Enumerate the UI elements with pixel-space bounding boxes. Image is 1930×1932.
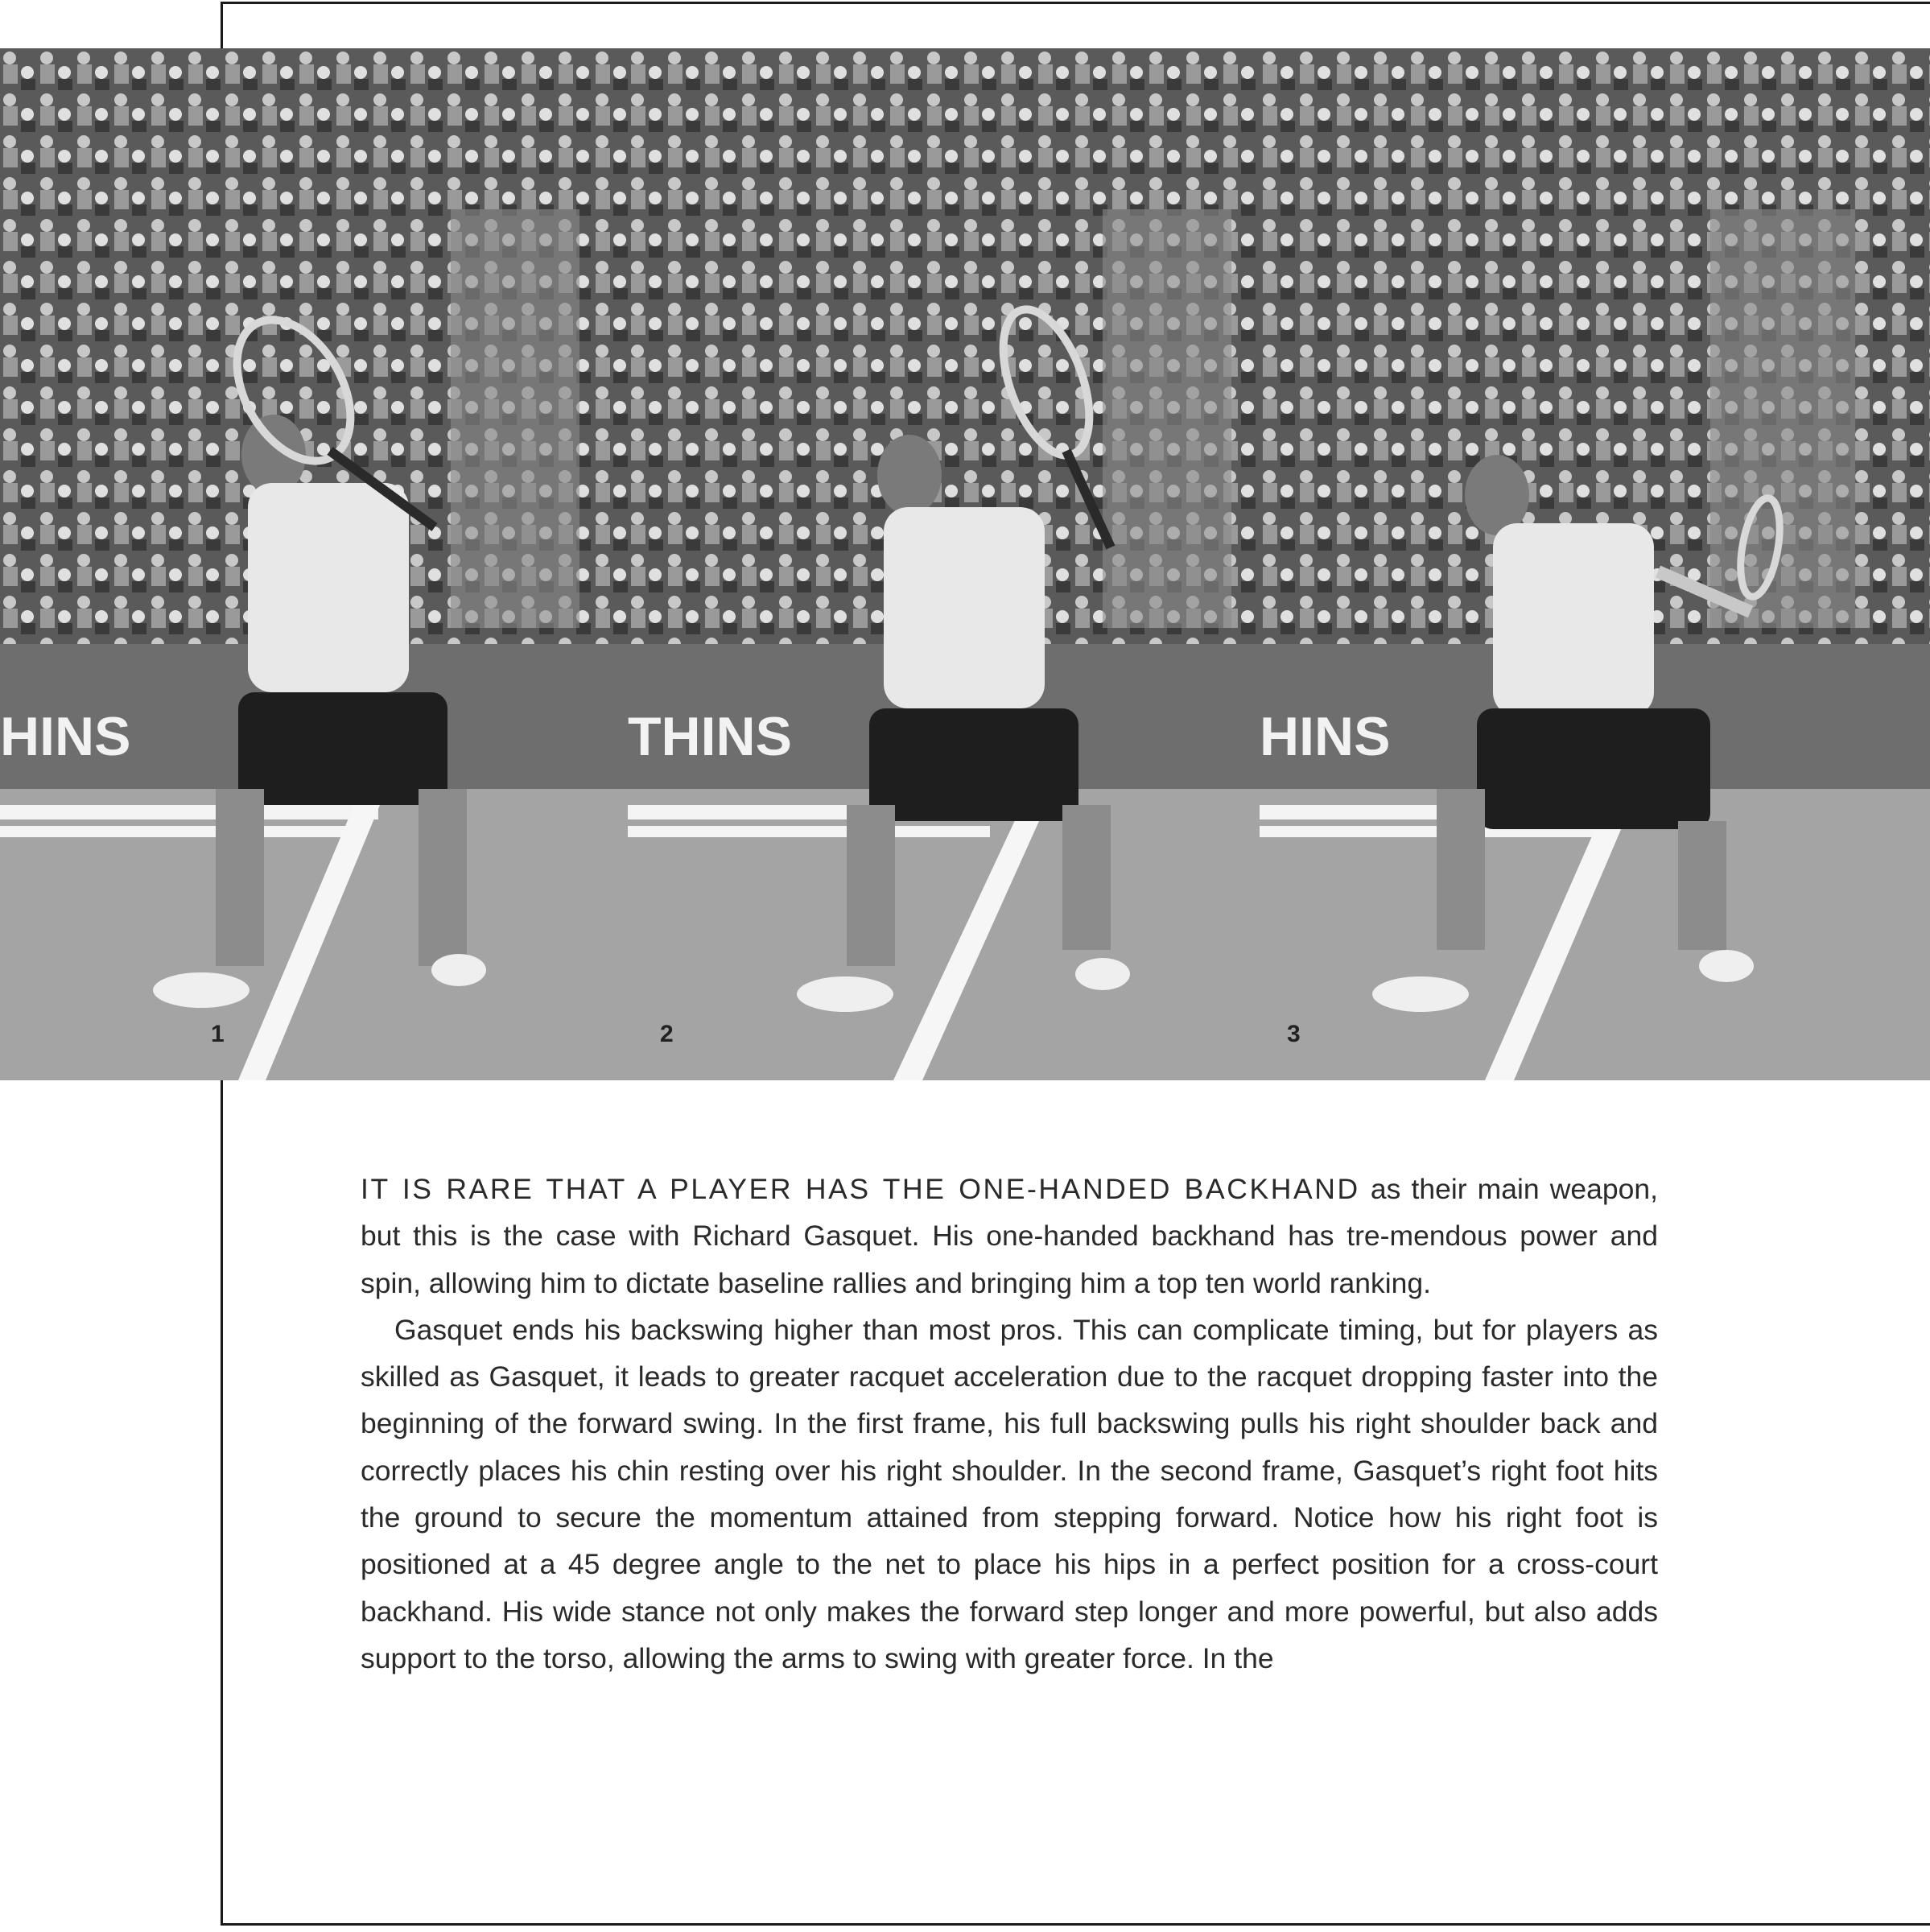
photo-frame-1 [0,48,628,1080]
banner-text: HINS [1260,706,1391,767]
article-body [361,1166,1658,1682]
banner-text: THINS [628,706,792,767]
frame-number-2: 2 [660,1021,674,1047]
photo-sequence [0,48,1930,1080]
frame-number-1: 1 [211,1021,225,1047]
frame-number-3: 3 [1287,1021,1301,1047]
photo-frame-2 [628,48,1260,1080]
paragraph-2: Gasquet ends his backswing higher than most pros. This can complicate timing, but for players as skilled as Gasquet, it leads to greater racquet acceleration due to the racquet dropping faster into the beginning of the forward swing. In the first frame, his full backswing pulls his right shoulder back and correctly places his chin resting over his right shoulder. In the second frame, Gasquet’s right foot hits the ground to secure the momentum attained from stepping forward. Notice how his right foot is positioned at a 45 degree angle to the net to place his hips in a perfect position for a cross-court backhand. His wide stance not only makes the forward step longer and more powerful, but also adds support to the torso, allowing the arms to swing with greater force. In the [361,1313,1658,1674]
paragraph-1 [361,1166,1658,1307]
banner-text: HINS [0,706,131,767]
photo-frame-3 [1260,48,1930,1080]
lead-in-caps: IT IS RARE THAT A PLAYER HAS THE ONE-HANDED BACKHAND [361,1173,1360,1205]
paragraph-1-text: as their main weapon, but this is the case with Richard Gasquet. His one-handed backhand has tre-mendous power and spin, allowing him to dictate baseline rallies and bringing him a top ten world ranking. [361,1173,1658,1299]
